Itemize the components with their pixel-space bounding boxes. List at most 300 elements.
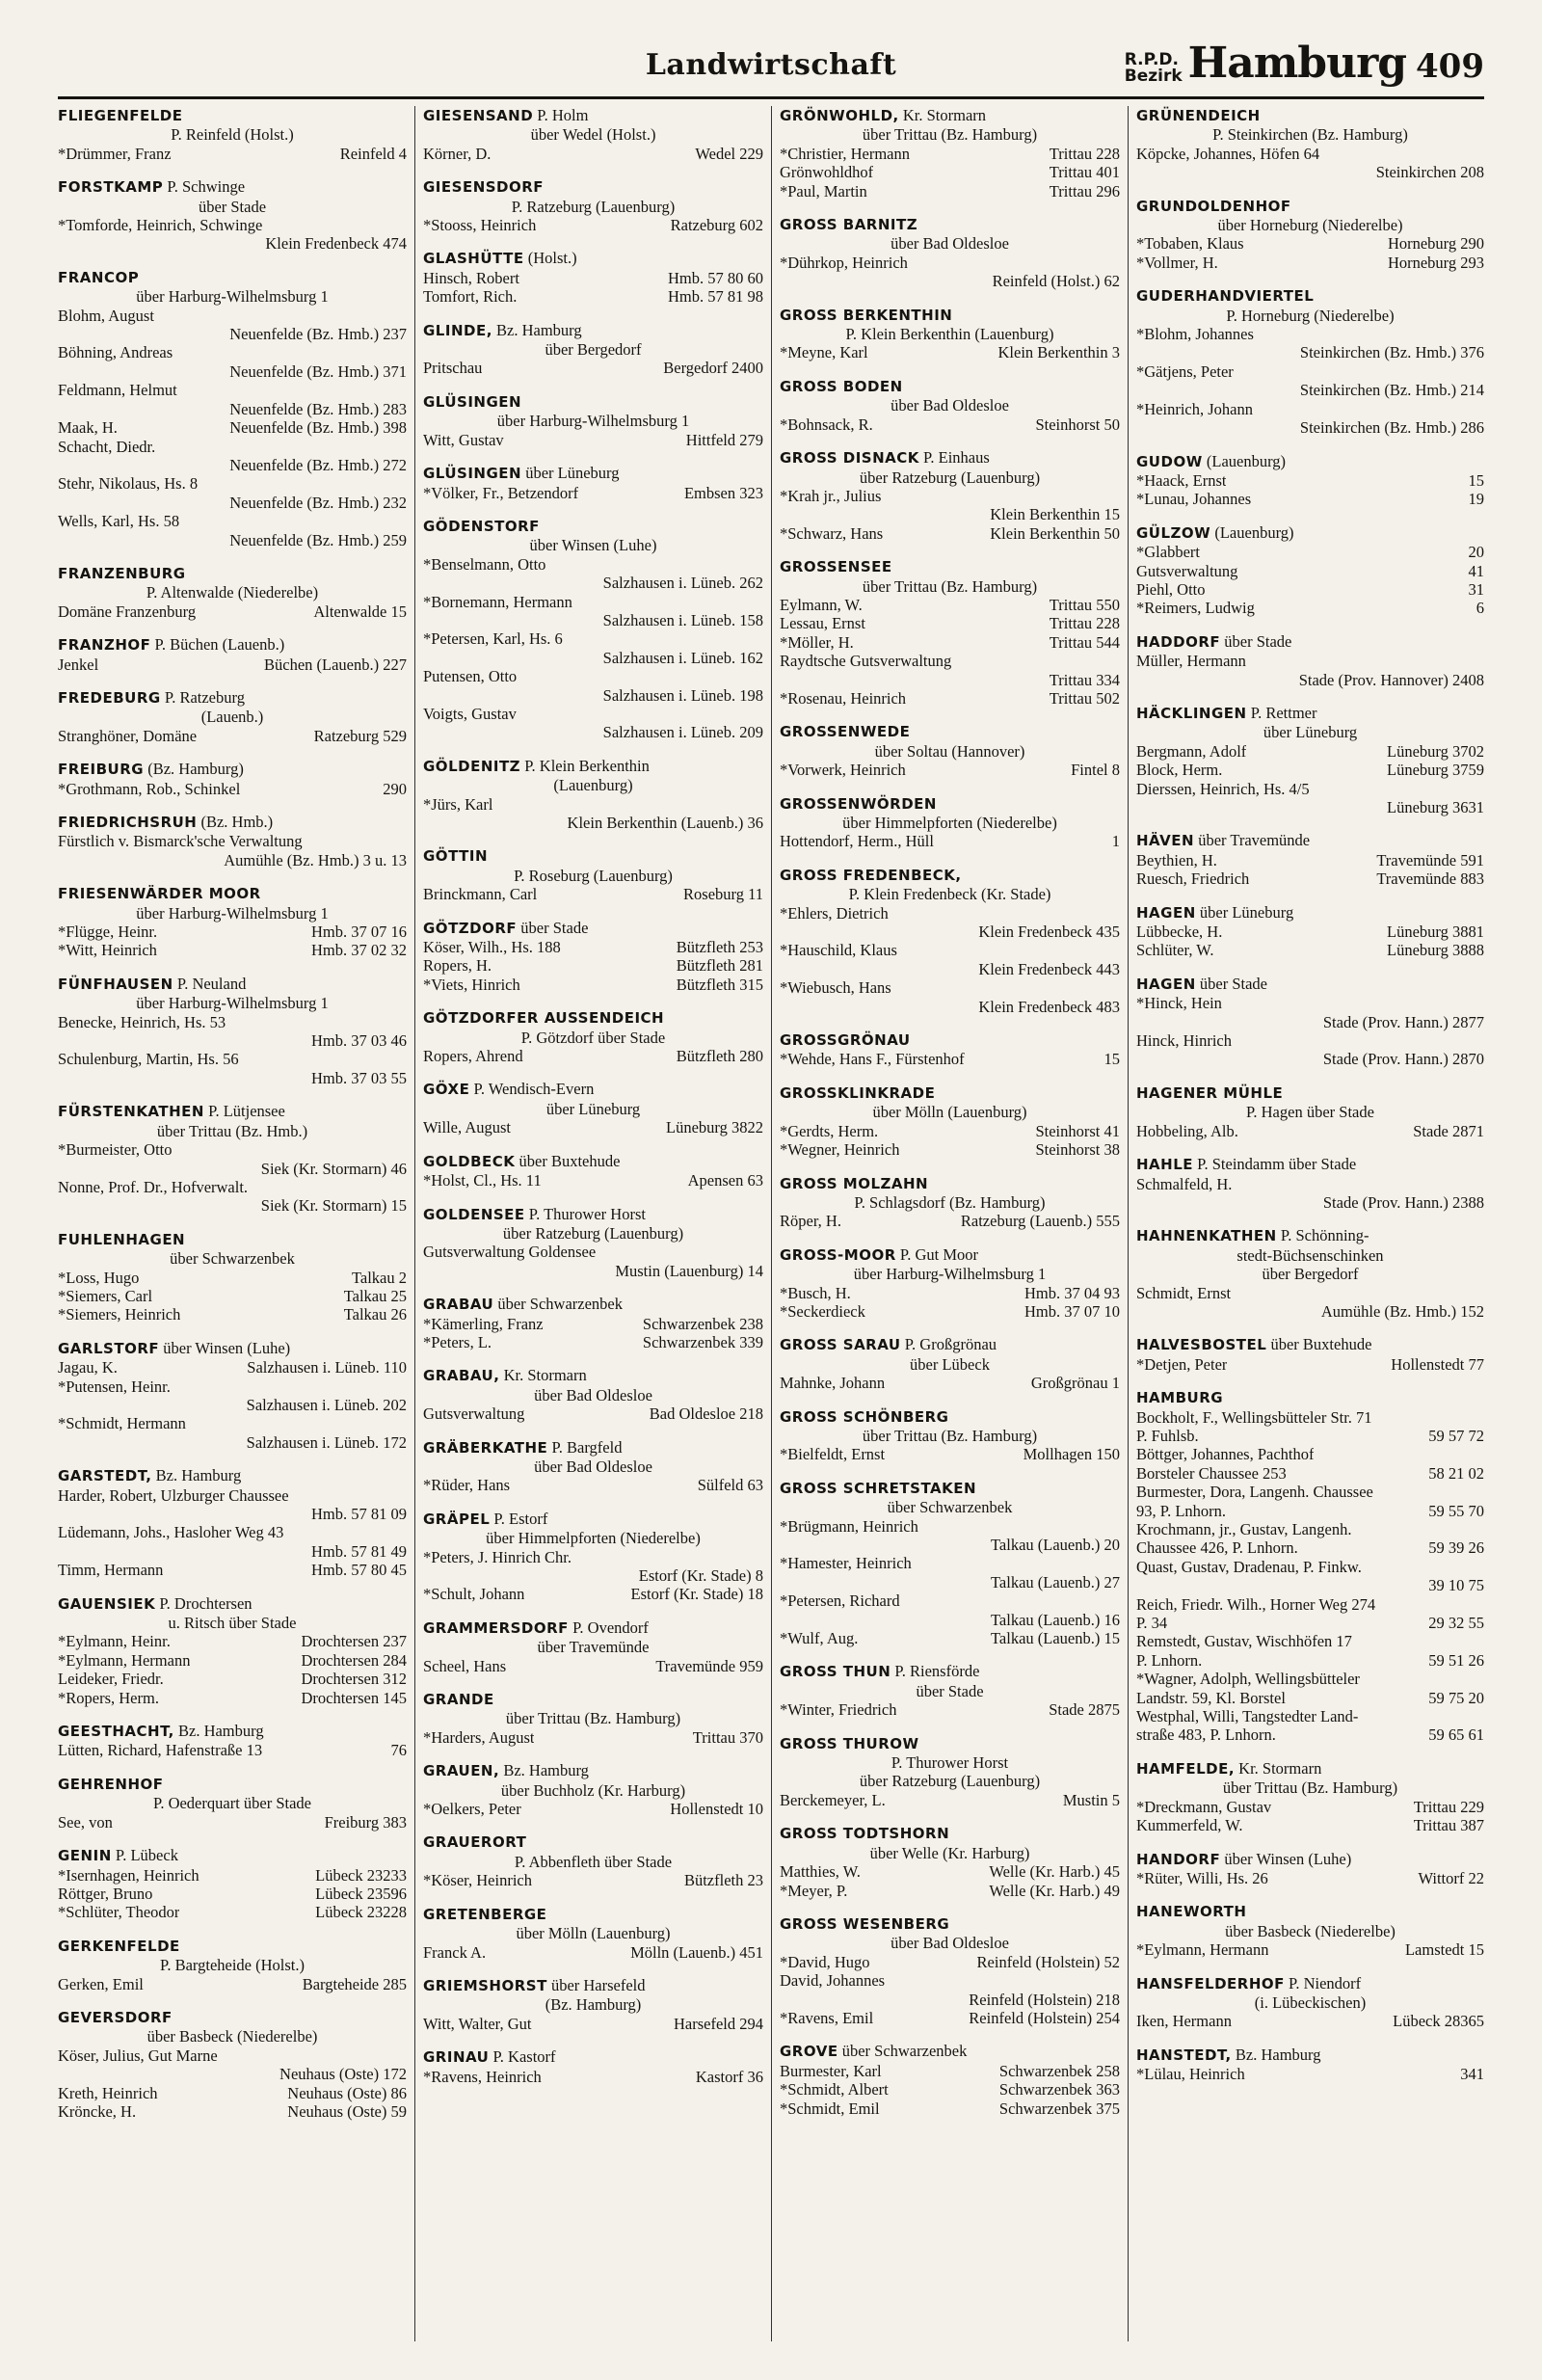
listing-phone (401, 1013, 407, 1031)
listing-name: *Flügge, Heinr. (58, 923, 158, 942)
listing-name: *Ravens, Heinrich (423, 2067, 542, 2086)
listing-name: Putensen, Otto (423, 667, 518, 686)
listing-name: *Wulf, Aug. (780, 1629, 859, 1648)
place-postal-line: über Harburg-Wilhelmsburg 1 (136, 903, 329, 923)
listing-name: *Drümmer, Franz (58, 144, 172, 163)
listing-phone: Trittau 229 (1413, 1797, 1484, 1816)
listing-line (1136, 1595, 1484, 1614)
listing-name: *Detjen, Peter (1136, 1354, 1228, 1374)
entry-heading (58, 1846, 407, 1865)
listing-line (1136, 851, 1484, 869)
listing-phone: Reinfeld (Holstein) 254 (969, 2008, 1120, 2027)
listing-phone (1478, 994, 1484, 1012)
directory-entry (58, 884, 407, 960)
place-name: GIESENSDORF (423, 178, 545, 197)
place-name: GÖXE (423, 1081, 470, 1099)
place-postal-line: über Harburg-Wilhelmsburg 1 (496, 412, 690, 431)
listing-name: Wells, Karl, Hs. 58 (58, 512, 180, 531)
place-postal-info: P. Neuland (173, 974, 247, 993)
directory-entry (1136, 2046, 1484, 2084)
listing-line (423, 1728, 763, 1747)
listing-line (1136, 1614, 1484, 1632)
listing-phone: 20 (1468, 543, 1484, 562)
listing-line (423, 1657, 763, 1675)
place-name: GÜLZOW (1136, 523, 1211, 542)
listing-phone: Steinhorst 38 (1035, 1140, 1120, 1160)
place-postal-line: P. Bargteheide (Holst.) (159, 1956, 305, 1975)
listing-name: Tomfort, Rich. (423, 287, 518, 307)
place-name: GRIEMSHORST (423, 1976, 547, 1994)
listing-name: *Winter, Friedrich (780, 1700, 897, 1720)
listing-name: Köser, Wilh., Hs. 188 (423, 938, 561, 957)
listing-phone: Trittau 401 (1049, 163, 1120, 182)
listing-line (780, 254, 1120, 272)
listing-phone: Welle (Kr. Harb.) 45 (989, 1862, 1120, 1882)
entry-heading (58, 1230, 407, 1249)
entry-heading (1136, 831, 1484, 850)
listing-phone: 6 (1476, 599, 1484, 618)
place-postal-line: u. Ritsch über Stade (168, 1614, 297, 1633)
listing-line (1136, 1670, 1484, 1688)
directory-entry (1136, 1850, 1484, 1888)
listing-phone: Lübeck 28365 (1393, 2012, 1484, 2031)
listing-phone: Schwarzenbek 238 (642, 1314, 763, 1333)
listing-line (423, 705, 763, 723)
listing-line (780, 2099, 1120, 2118)
entry-heading (423, 177, 763, 197)
entry-heading (58, 884, 407, 903)
place-name: HAGENER MÜHLE (1136, 1083, 1284, 1102)
listing-line (1136, 1651, 1484, 1670)
entry-heading (780, 377, 1120, 396)
place-name: HADDORF (1136, 632, 1221, 651)
listing-phone-line: Stade (Prov. Hannover) 2408 (1298, 670, 1484, 689)
page-number: 409 (1416, 47, 1484, 86)
place-name: FÜNFHAUSEN (58, 975, 173, 993)
listing-name: Blohm, August (58, 306, 154, 325)
listing-phone: Kastorf 36 (695, 2067, 763, 2086)
place-postal-line: P. Götzdorf über Stade (520, 1028, 666, 1047)
listing-name: *Jürs, Karl (423, 794, 493, 814)
listing-name: straße 483, P. Lnhorn. (1136, 1725, 1276, 1745)
entry-heading (780, 1662, 1120, 1681)
place-name: GROSS SCHRETSTAKEN (780, 1479, 977, 1497)
place-name: GUDOW (1136, 452, 1203, 470)
listing-name: *Peters, J. Hinrich Chr. (423, 1547, 572, 1566)
listing-phone (1478, 1632, 1484, 1650)
listing-phone: Embsen 323 (683, 483, 763, 502)
listing-name: Kummerfeld, W. (1136, 1816, 1243, 1835)
place-name: FUHLENHAGEN (58, 1230, 186, 1248)
listing-phone: Lüneburg 3822 (666, 1118, 763, 1137)
listing-phone: Hittfeld 279 (685, 430, 763, 449)
directory-entry (423, 1205, 763, 1281)
entry-heading (58, 2008, 407, 2027)
listing-phone (401, 512, 407, 530)
listing-name: Schacht, Diedr. (58, 437, 156, 456)
directory-entry (1136, 452, 1484, 509)
listing-phone: Steinhorst 41 (1035, 1121, 1120, 1140)
listing-line (58, 941, 407, 959)
listing-name: Iken, Hermann (1136, 2012, 1232, 2031)
place-name: FREIBURG (58, 761, 145, 779)
listing-name: P. Fuhlsb. (1136, 1426, 1199, 1445)
listing-name: *Vorwerk, Heinrich (780, 761, 906, 780)
listing-phone: Apensen 63 (687, 1171, 763, 1190)
place-postal-line: über Bad Oldesloe (534, 1457, 652, 1476)
place-name: HAMFELDE, (1136, 1759, 1236, 1778)
listing-line (58, 216, 407, 234)
place-name: HAHNENKATHEN (1136, 1227, 1277, 1245)
directory-entry (58, 268, 407, 549)
place-name: GEVERSDORF (58, 2008, 173, 2026)
listing-name: Brinckmann, Carl (423, 885, 538, 904)
listing-phone: Harsefeld 294 (673, 2014, 763, 2033)
listing-line (780, 652, 1120, 670)
listing-line (58, 381, 407, 399)
place-name: GRABAU (423, 1296, 494, 1314)
directory-entry (423, 177, 763, 234)
listing-name: Beythien, H. (1136, 850, 1217, 869)
listing-phone: Talkau 26 (343, 1305, 407, 1324)
listing-phone: 341 (1460, 2065, 1484, 2084)
listing-line (1136, 490, 1484, 508)
listing-phone: Bad Oldesloe 218 (649, 1404, 763, 1424)
entry-heading (780, 1245, 1120, 1265)
entry-heading (58, 1775, 407, 1794)
listing-phone: Lamstedt 15 (1404, 1940, 1484, 1960)
listing-name: Bockholt, F., Wellingsbütteler Str. 71 (1136, 1407, 1372, 1427)
entry-heading (1136, 1335, 1484, 1354)
listing-line (1136, 1689, 1484, 1707)
listing-phone-line: Klein Berkenthin 15 (990, 505, 1120, 524)
directory-entry (780, 557, 1120, 708)
place-name: GRÄPEL (423, 1510, 491, 1528)
place-postal-line: stedt-Büchsenschinken (1236, 1245, 1384, 1265)
place-postal-line: über Winsen (Luhe) (529, 536, 657, 555)
place-name: HANEWORTH (1136, 1903, 1247, 1921)
listing-name: *Gerdts, Herm. (780, 1121, 879, 1140)
listing-line (58, 1414, 407, 1432)
listing-line (780, 1374, 1120, 1392)
listing-phone: Wedel 229 (695, 144, 763, 163)
listing-name: *Möller, H. (780, 632, 854, 652)
listing-phone (401, 381, 407, 399)
listing-name: *Schlüter, Theodor (58, 1903, 180, 1922)
place-postal-info: Bz. Hamburg (492, 320, 582, 339)
place-name: FLIEGENFELDE (58, 107, 183, 124)
listing-phone-line: 39 10 75 (1428, 1576, 1484, 1595)
listing-line (58, 2046, 407, 2065)
listing-phone: Bergedorf 2400 (663, 359, 763, 378)
place-name: GOLDENSEE (423, 1205, 525, 1223)
listing-phone: Sülfeld 63 (697, 1476, 763, 1495)
place-postal-info: über Lüneburg (521, 464, 620, 483)
place-postal-line: über Ratzeburg (Lauenburg) (859, 468, 1041, 487)
directory-entry (58, 1102, 407, 1215)
directory-entry (423, 1976, 763, 2033)
place-name: GROVE (780, 2043, 838, 2061)
place-name: GIESENSAND (423, 107, 534, 124)
place-name: GROSS-MOOR (780, 1245, 896, 1264)
listing-phone-line: Siek (Kr. Stormarn) 46 (260, 1159, 407, 1178)
listing-name: Köser, Julius, Gut Marne (58, 2046, 218, 2065)
listing-name: Berckemeyer, L. (780, 1790, 886, 1809)
listing-line (423, 2015, 763, 2033)
listing-name: *Meyne, Karl (780, 343, 868, 362)
listing-name: Pritschau (423, 359, 483, 378)
listing-line (780, 904, 1120, 923)
listing-phone-line: Hmb. 37 03 55 (311, 1068, 407, 1087)
directory-entry (780, 448, 1120, 543)
place-postal-line: über Trittau (Bz. Hmb.) (156, 1121, 308, 1140)
listing-name: Quast, Gustav, Dradenau, P. Finkw. (1136, 1557, 1362, 1576)
place-postal-line: über Ratzeburg (Lauenburg) (859, 1772, 1041, 1791)
listing-phone-line: Salzhausen i. Lüneb. 158 (602, 610, 763, 629)
listing-line (423, 1243, 763, 1261)
place-name: GRANDE (423, 1691, 494, 1709)
listing-phone (1478, 1408, 1484, 1427)
listing-phone (758, 555, 763, 574)
listing-line (58, 1287, 407, 1305)
directory-entry (58, 760, 407, 798)
directory-entry (423, 1761, 763, 1818)
listing-phone (1478, 1520, 1484, 1538)
place-postal-line: P. Schlagsdorf (Bz. Hamburg) (854, 1192, 1046, 1212)
listing-line (1136, 599, 1484, 617)
entry-heading (1136, 975, 1484, 994)
listing-line (58, 1269, 407, 1287)
listing-phone: 59 57 72 (1428, 1426, 1484, 1445)
listing-name: Burmester, Dora, Langenh. Chaussee (1136, 1483, 1373, 1502)
listing-phone: Roseburg 11 (683, 885, 763, 904)
listing-phone (401, 1486, 407, 1505)
listing-phone (1114, 1971, 1120, 1990)
place-postal-line: über Schwarzenbek (887, 1498, 1013, 1517)
listing-line (1136, 145, 1484, 163)
place-postal-line: über Bad Oldesloe (534, 1385, 652, 1404)
place-name: GROSSENWÖRDEN (780, 794, 937, 813)
listing-phone (1114, 1517, 1120, 1536)
listing-line (1136, 2012, 1484, 2030)
listing-name: *Bielfeldt, Ernst (780, 1445, 886, 1464)
listing-name: *Reimers, Ludwig (1136, 599, 1255, 618)
listing-name: *Lunau, Johannes (1136, 490, 1252, 509)
listing-line (1136, 2065, 1484, 2083)
directory-entry (423, 1690, 763, 1747)
place-name: GRÜNENDEICH (1136, 107, 1261, 124)
listing-name: *Petersen, Karl, Hs. 6 (423, 629, 563, 649)
listing-name: Schmidt, Ernst (1136, 1283, 1232, 1302)
directory-entry (780, 1824, 1120, 1900)
listing-line (1136, 994, 1484, 1012)
listing-name: Stehr, Nikolaus, Hs. 8 (58, 474, 199, 494)
listing-line (423, 2068, 763, 2086)
listing-line (1136, 1558, 1484, 1576)
listing-phone: Horneburg 290 (1387, 234, 1484, 254)
listing-name: Westphal, Willi, Tangstedter Land- (1136, 1707, 1359, 1726)
listing-line (58, 438, 407, 456)
listing-line (1136, 1445, 1484, 1463)
listing-line (423, 1548, 763, 1566)
listing-phone-line: Salzhausen i. Lüneb. 262 (602, 574, 763, 593)
listing-phone: Neuhaus (Oste) 59 (287, 2101, 407, 2121)
header-rule (58, 96, 1484, 99)
entry-heading (1136, 1759, 1484, 1778)
place-name: GRÄBERKATHE (423, 1438, 548, 1457)
entry-heading (423, 1438, 763, 1457)
header-right (1124, 39, 1484, 88)
listing-phone: Wittorf 22 (1418, 1868, 1484, 1887)
directory-entry (423, 106, 763, 163)
listing-name: *Isernhagen, Heinrich (58, 1865, 199, 1885)
place-postal-info: P. Niendorf (1284, 1973, 1362, 1992)
directory-entry (1136, 1902, 1484, 1959)
listing-phone (1478, 1445, 1484, 1463)
listing-name: Feldmann, Helmut (58, 381, 177, 400)
place-name: HAMBURG (1136, 1389, 1224, 1407)
listing-line (1136, 400, 1484, 418)
listing-phone (758, 705, 763, 723)
place-name: GROSSKLINKRADE (780, 1083, 936, 1102)
place-postal-info: (Lauenburg) (1210, 522, 1294, 542)
listing-name: *Wiebusch, Hans (780, 978, 891, 998)
listing-name: Jagau, K. (58, 1358, 118, 1377)
listing-line (780, 1284, 1120, 1302)
listing-line (423, 629, 763, 648)
listing-phone-line: Neuenfelde (Bz. Hmb.) 237 (229, 325, 407, 344)
listing-name: Timm, Hermann (58, 1561, 164, 1580)
place-postal-line: (Lauenburg) (553, 776, 633, 795)
listing-name: Reich, Friedr. Wilh., Horner Weg 274 (1136, 1594, 1376, 1614)
listing-phone-line: Neuenfelde (Bz. Hmb.) 272 (229, 455, 407, 474)
entry-heading (58, 564, 407, 583)
listing-name: Nonne, Prof. Dr., Hofverwalt. (58, 1177, 249, 1196)
listing-line (58, 474, 407, 493)
entry-heading (780, 1407, 1120, 1427)
listing-name: *Vollmer, H. (1136, 253, 1218, 272)
listing-line (58, 1632, 407, 1650)
place-postal-line: über Stade (198, 197, 267, 216)
listing-phone (1114, 1554, 1120, 1572)
place-name: GARLSTORF (58, 1339, 160, 1357)
place-name: FORSTKAMP (58, 178, 164, 197)
place-postal-line: P. Steinkirchen (Bz. Hamburg) (1212, 125, 1408, 145)
place-postal-line: über Trittau (Bz. Hamburg) (862, 125, 1038, 145)
listing-phone (401, 307, 407, 325)
listing-phone-line: Klein Fredenbeck 483 (978, 997, 1120, 1016)
listing-name: Bergmann, Adolf (1136, 741, 1247, 761)
listing-phone: Bützfleth 23 (683, 1871, 763, 1890)
listing-line (58, 1305, 407, 1324)
listing-phone: Hollenstedt 10 (670, 1800, 763, 1819)
listing-name: Schmalfeld, H. (1136, 1174, 1233, 1193)
place-postal-line: über Bergedorf (1262, 1265, 1359, 1284)
entry-heading (423, 757, 763, 776)
listing-phone: 58 21 02 (1428, 1463, 1484, 1483)
place-postal-info: P. Einhaus (918, 448, 990, 468)
place-postal-info: Kr. Stormarn (499, 1366, 587, 1385)
listing-phone (1478, 1031, 1484, 1050)
listing-phone: Klein Berkenthin 50 (990, 523, 1120, 543)
entry-heading (780, 1335, 1120, 1354)
listing-name: *Putensen, Heinr. (58, 1377, 171, 1396)
directory-entry (1136, 903, 1484, 960)
place-name: GLÜSINGEN (423, 392, 522, 411)
entry-heading (58, 635, 407, 655)
listing-phone: Ratzeburg (Lauenb.) 555 (960, 1212, 1120, 1231)
listing-line (1136, 1355, 1484, 1374)
listing-name: Witt, Walter, Gut (423, 2014, 532, 2033)
place-name: GÖTTIN (423, 847, 489, 866)
listing-phone: 15 (1103, 1050, 1120, 1069)
directory-entry (1136, 831, 1484, 888)
listing-phone: Bützfleth 315 (676, 975, 763, 994)
place-name: GROSS THUROW (780, 1734, 919, 1752)
listing-name: Burmester, Karl (780, 2061, 882, 2080)
place-name: GRAMMERSDORF (423, 1618, 569, 1637)
entry-heading (780, 722, 1120, 741)
place-postal-line: über Ratzeburg (Lauenburg) (502, 1223, 684, 1243)
listing-line (1136, 1940, 1484, 1959)
listing-phone (1478, 1670, 1484, 1688)
listing-phone: Ratzeburg 529 (313, 726, 407, 745)
entry-heading (423, 392, 763, 412)
listing-phone: Steinhorst 50 (1035, 414, 1120, 434)
listing-name: *Hinck, Hein (1136, 994, 1222, 1013)
place-postal-line: über Himmelpforten (Niederelbe) (842, 814, 1057, 832)
listing-name: *Oelkers, Peter (423, 1800, 521, 1819)
place-name: HANSTEDT, (1136, 2046, 1232, 2064)
listing-name: David, Johannes (780, 1971, 886, 1991)
listing-name: *Siemers, Heinrich (58, 1305, 181, 1324)
entry-heading (58, 1937, 407, 1956)
entry-heading (58, 1722, 407, 1741)
place-postal-info: Bz. Hamburg (499, 1761, 589, 1780)
place-name: GROSSGRÖNAU (780, 1031, 911, 1050)
listing-phone-line: Siek (Kr. Stormarn) 15 (260, 1196, 407, 1216)
listing-name: Röttger, Bruno (58, 1884, 153, 1903)
listing-line (423, 484, 763, 502)
place-postal-info: P. Riensförde (891, 1662, 980, 1681)
listing-name: Ruesch, Friedrich (1136, 869, 1250, 889)
entry-heading (423, 1976, 763, 1995)
entry-heading (1136, 286, 1484, 306)
listing-line (58, 1885, 407, 1903)
listing-name: *Wehde, Hans F., Fürstenhof (780, 1050, 965, 1069)
listing-line (423, 1871, 763, 1889)
entry-heading (423, 1295, 763, 1314)
listing-phone: Travemünde 591 (1376, 850, 1484, 869)
entry-heading (423, 1205, 763, 1224)
entry-heading (780, 215, 1120, 234)
listing-name: *Christier, Hermann (780, 144, 910, 163)
listing-name: Scheel, Hans (423, 1656, 507, 1675)
entry-heading (780, 306, 1120, 325)
place-postal-info: über Schwarzenbek (837, 2042, 968, 2061)
directory-entry (58, 635, 407, 674)
listing-name: Gutsverwaltung Goldensee (423, 1243, 597, 1262)
entry-heading (58, 268, 407, 287)
listing-phone: Hmb. 57 80 60 (668, 268, 763, 287)
listing-phone: Ratzeburg 602 (670, 216, 763, 235)
listing-phone: Hmb. 37 02 32 (311, 941, 407, 960)
listing-phone-line: Neuhaus (Oste) 172 (279, 2065, 407, 2084)
directory-entry (780, 722, 1120, 779)
listing-phone: 41 (1468, 561, 1484, 580)
entry-heading (58, 177, 407, 197)
directory-entry (423, 1832, 763, 1889)
